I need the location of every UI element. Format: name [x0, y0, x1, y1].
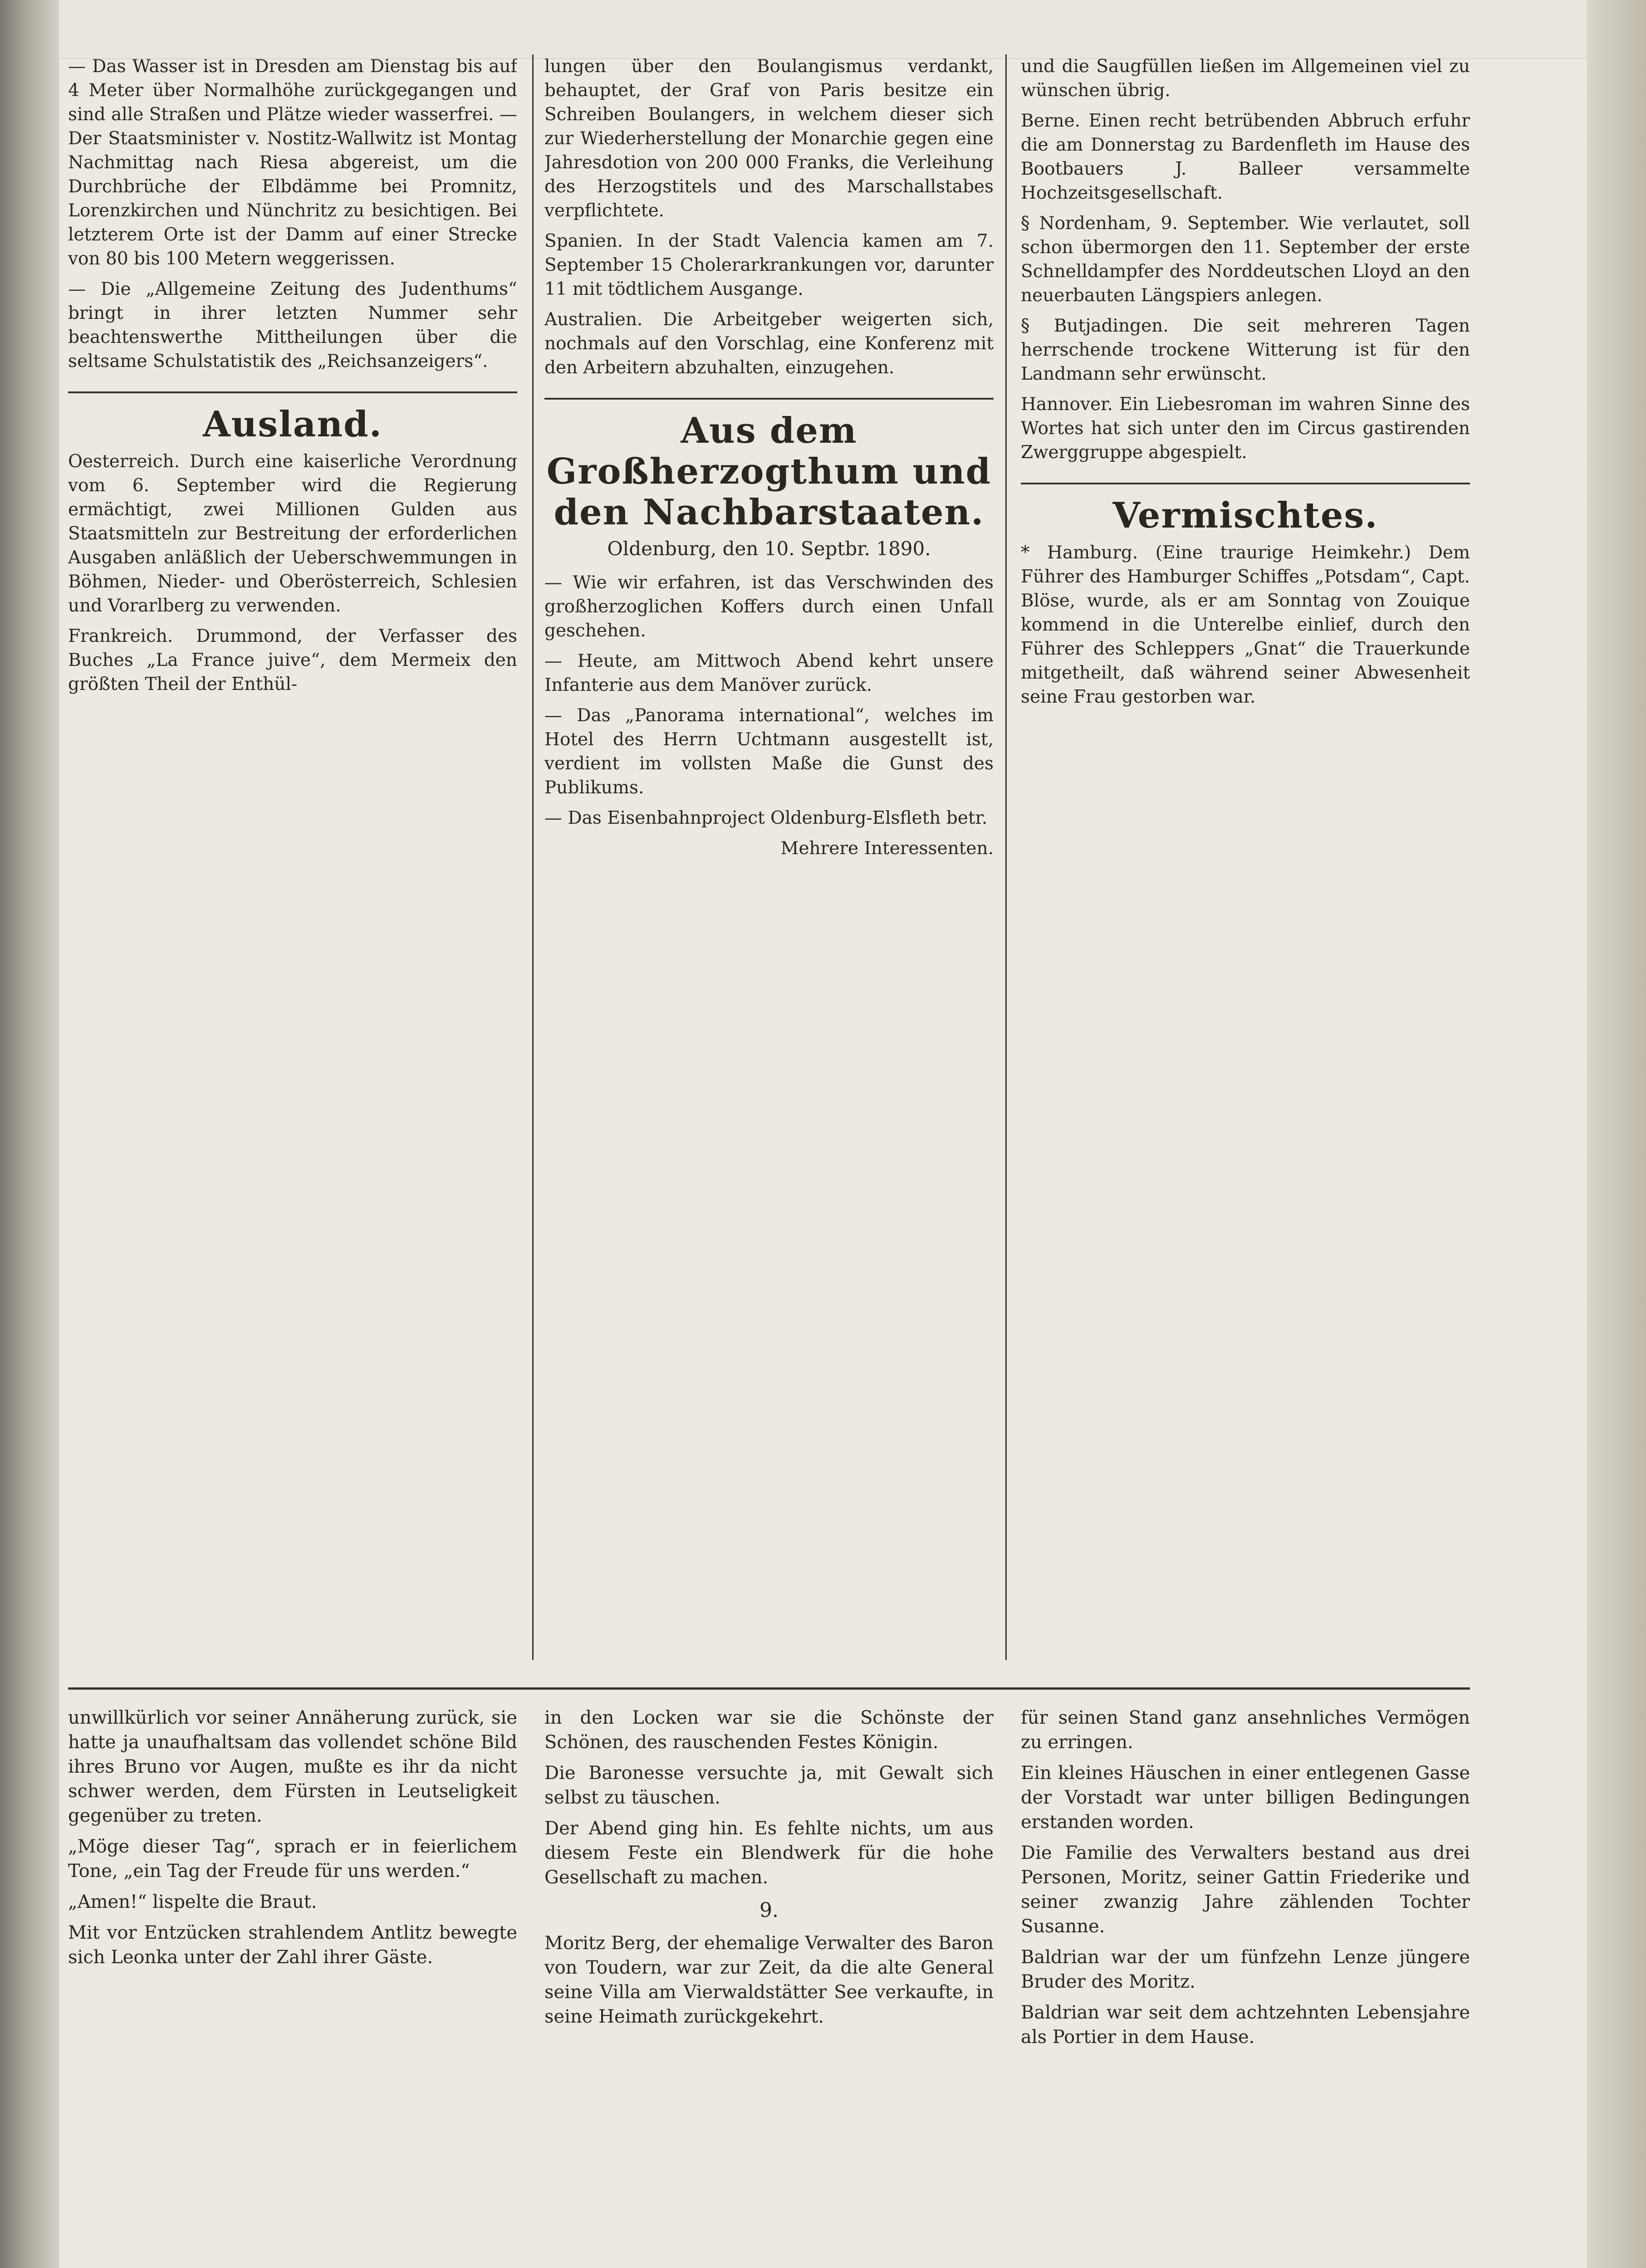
story-paragraph: Baldrian war der um fünfzehn Lenze jüngere Bruder des Moritz.	[1021, 1947, 1470, 1992]
section-heading: Ausland.	[68, 391, 517, 445]
article-paragraph: Frankreich. Drummond, der Verfasser des Buches „La France juive“, dem Mermeix den größten Theil der Enthül-	[68, 626, 517, 694]
feuilleton-section	[68, 1706, 1470, 2268]
feuilleton-column-middle	[544, 1706, 994, 2268]
story-paragraph: unwillkürlich vor seiner Annäherung zurück, sie hatte ja unaufhaltsam das vollendet schöne Bild ihres Bruno vor Augen, mußte es ihr da nicht schwer werden, dem Fürsten in Leutseligkeit gegenüber zu treten.	[68, 1707, 517, 1826]
page-edge-shadow	[0, 0, 59, 2268]
column-right	[1021, 54, 1470, 1660]
article-paragraph: Berne. Einen recht betrübenden Abbruch erfuhr die am Donnerstag zu Bardenfleth im Hause des Bootbauers J. Balleer versammelte Hochzeitsgesellschaft.	[1021, 111, 1470, 203]
article-paragraph: — Die „Allgemeine Zeitung des Judenthums“ bringt in ihrer letzten Nummer sehr beachtenswerthe Mittheilungen über die seltsame Schulstatistik des „Reichsanzeigers“.	[68, 279, 517, 371]
article-paragraph: * Hamburg. (Eine traurige Heimkehr.) Dem Führer des Hamburger Schiffes „Potsdam“, Capt. Blöse, wurde, als er am Sonntag von Zouique kommend in die Unterelbe einlief, durch den Führer des Schleppers „Gnat“ die Trauerkunde mitgetheilt, daß während seiner Abwesenheit seine Frau gestorben war.	[1021, 543, 1470, 707]
section-heading: Vermischtes.	[1021, 483, 1470, 536]
story-paragraph: Moritz Berg, der ehemalige Verwalter des Baron von Toudern, war zur Zeit, da die alte General seine Villa am Vierwaldstätter See verkaufte, in seine Heimath zurückgekehrt.	[544, 1933, 994, 2027]
chapter-number: 9.	[759, 1899, 779, 1922]
story-paragraph: Die Familie des Verwalters bestand aus drei Personen, Moritz, seiner Gattin Friederike und seiner zwanzig Jahre zählenden Tochter Susanne.	[1021, 1843, 1470, 1937]
article-paragraph: — Das Eisenbahnproject Oldenburg-Elsfleth betr.	[544, 808, 988, 828]
article-paragraph: Oesterreich. Durch eine kaiserliche Verordnung vom 6. September wird die Regierung ermächtigt, zwei Millionen Gulden aus Staatsmitteln zur Bestreitung der erforderlichen Ausgaben anläßlich der Ueberschwemmungen in Böhmen, Nieder- und Oberösterreich, Schlesien und Vorarlberg zu verwenden.	[68, 451, 517, 616]
story-paragraph: in den Locken war sie die Schönste der Schönen, des rauschenden Festes Königin.	[544, 1707, 994, 1753]
column-left	[68, 54, 517, 1660]
feuilleton-column-left	[68, 1706, 517, 2268]
section-heading: Aus dem Großherzogthum und den Nachbarstaaten.	[544, 398, 994, 533]
article-paragraph: — Das „Panorama international“, welches im Hotel des Herrn Uchtmann ausgestellt ist, verdient im vollsten Maße die Gunst des Publikums.	[544, 705, 994, 798]
article-paragraph: § Nordenham, 9. September. Wie verlautet, soll schon übermorgen den 11. September der erste Schnelldampfer des Norddeutschen Lloyd an den neuerbauten Längspiers anlegen.	[1021, 213, 1470, 306]
feuilleton-column-right	[1021, 1706, 1470, 2268]
story-paragraph: Mit vor Entzücken strahlendem Antlitz bewegte sich Leonka unter der Zahl ihrer Gäste.	[68, 1922, 517, 1968]
story-paragraph: „Amen!“ lispelte die Braut.	[68, 1892, 317, 1912]
story-paragraph: Der Abend ging hin. Es fehlte nichts, um aus diesem Feste ein Blendwerk für die hohe Gesellschaft zu machen.	[544, 1818, 994, 1888]
column-middle	[544, 54, 994, 1660]
article-paragraph: § Butjadingen. Die seit mehreren Tagen herrschende trockene Witterung ist für den Landmann sehr erwünscht.	[1021, 316, 1470, 384]
article-paragraph: — Das Wasser ist in Dresden am Dienstag bis auf 4 Meter über Normalhöhe zurückgegangen und sind alle Straßen und Plätze wieder wasserfrei. — Der Staatsminister v. Nostitz-Wallwitz ist Montag Nachmittag nach Riesa abgereist, um die Durchbrüche der Elbdämme bei Promnitz, Lorenzkirchen und Nünchritz zu besichtigen. Bei letzterem Orte ist der Damm auf einer Strecke von 80 bis 100 Metern weggerissen.	[68, 56, 517, 269]
dateline: Oldenburg, den 10. Septbr. 1890.	[607, 538, 931, 560]
article-paragraph: Hannover. Ein Liebesroman im wahren Sinne des Wortes hat sich unter den im Circus gastirenden Zwerggruppe abgespielt.	[1021, 394, 1470, 463]
article-paragraph: — Heute, am Mittwoch Abend kehrt unsere Infanterie aus dem Manöver zurück.	[544, 651, 994, 695]
article-paragraph: und die Saugfüllen ließen im Allgemeinen viel zu wünschen übrig.	[1021, 56, 1470, 101]
story-paragraph: Die Baronesse versuchte ja, mit Gewalt sich selbst zu täuschen.	[544, 1763, 994, 1808]
article-paragraph: — Wie wir erfahren, ist das Verschwinden des großherzoglichen Koffers durch einen Unfall geschehen.	[544, 572, 994, 641]
story-paragraph: Ein kleines Häuschen in einer entlegenen Gasse der Vorstadt war unter billigen Bedingungen erstanden worden.	[1021, 1763, 1470, 1833]
story-paragraph: Baldrian war seit dem achtzehnten Lebensjahre als Portier in dem Hause.	[1021, 2002, 1470, 2048]
article-signature: Mehrere Interessenten.	[780, 838, 994, 859]
article-paragraph: lungen über den Boulangismus verdankt, behauptet, der Graf von Paris besitze ein Schreiben Boulangers, in welchem dieser sich zur Wiederherstellung der Monarchie gegen eine Jahresdotion von 200 000 Franks, die Verleihung des Herzogstitels und des Marschallstabes verpflichtete.	[544, 56, 994, 221]
story-paragraph: „Möge dieser Tag“, sprach er in feierlichem Tone, „ein Tag der Freude für uns werden.“	[68, 1836, 517, 1882]
article-paragraph: Spanien. In der Stadt Valencia kamen am 7. September 15 Cholerarkrankungen vor, darunter 11 mit tödtlichem Ausgange.	[544, 231, 994, 299]
news-columns	[68, 54, 1470, 1660]
article-paragraph: Australien. Die Arbeitgeber weigerten sich, nochmals auf den Vorschlag, eine Konferenz mit den Arbeitern abzuhalten, einzugehen.	[544, 309, 994, 378]
page-right-shadow	[1587, 0, 1646, 2268]
feuilleton-divider	[68, 1687, 1470, 1690]
story-paragraph: für seinen Stand ganz ansehnliches Vermögen zu erringen.	[1021, 1707, 1470, 1753]
